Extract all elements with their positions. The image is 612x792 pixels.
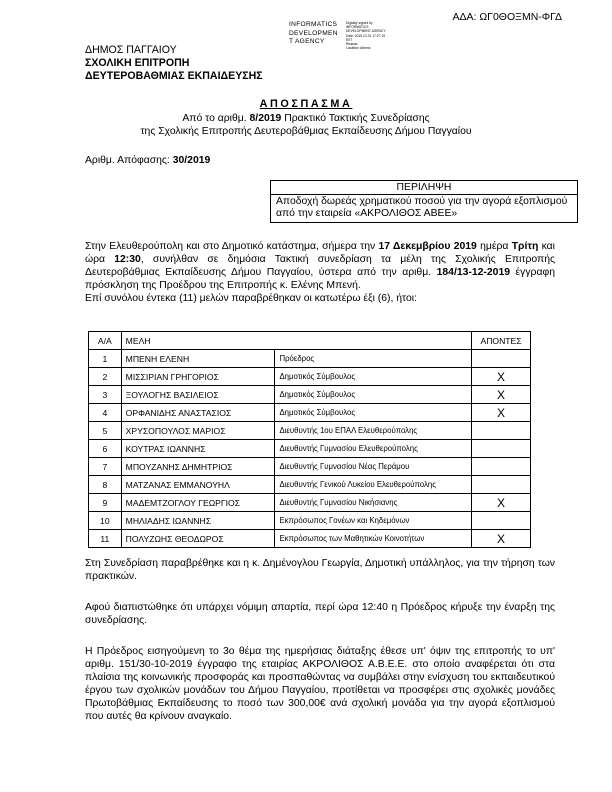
committee-name: ΣΧΟΛΙΚΗ ΕΠΙΤΡΟΠΗ: [85, 57, 190, 69]
signature-details: [346, 21, 386, 50]
member-role: Εκπρόσωπος των Μαθητικών Κοινοτήτων: [275, 530, 472, 548]
stamp-line: T AGENCY: [289, 38, 325, 46]
table-row: [89, 422, 531, 440]
minutes-number: 8/2019: [249, 113, 282, 124]
secretary-paragraph: Στη Συνεδρίαση παραβρέθηκε και η κ. Δημένογλου Γεωργία, Δημοτική υπάλληλος, για την τήρηση των πρακτικών.: [85, 558, 555, 582]
header-members: ΜΕΛΗ: [121, 332, 471, 350]
stamp-detail-line: DEVELOPMENT AGENCY: [346, 29, 386, 34]
absent-mark: Χ: [472, 386, 531, 404]
table-header-row: [89, 332, 531, 350]
signature-stamp: [289, 21, 338, 47]
document-title: ΑΠΟΣΠΑΣΜΑ: [259, 98, 353, 110]
subtitle-line2: της Σχολικής Επιτροπής Δευτεροβάθμιας Εκπαίδευσης Δήμου Παγγαίου: [140, 126, 472, 137]
member-role: Δημοτικός Σύμβουλος: [275, 386, 472, 404]
invitation-ref: 184/13-12-2019: [436, 267, 510, 278]
table-row: [89, 494, 531, 512]
intro-text: ημέρα: [476, 241, 512, 252]
intro-text: και ώρα: [85, 241, 555, 265]
member-name: ΜΙΣΣΙΡΙΑΝ ΓΡΗΓΟΡΙΟΣ: [121, 368, 275, 386]
row-number: 4: [89, 404, 122, 422]
table-row: [89, 386, 531, 404]
decision-label: Αριθμ. Απόφασης:: [85, 155, 173, 166]
member-role: Πρόεδρος: [275, 350, 472, 368]
table-row: [89, 440, 531, 458]
stamp-detail-line: Reason:: [346, 42, 359, 47]
absent-mark: [472, 458, 531, 476]
member-name: ΜΑΤΖΑΝΑΣ ΕΜΜΑΝΟΥΗΛ: [121, 476, 275, 494]
stamp-line: DEVELOPMEN: [289, 29, 338, 37]
absent-mark: [472, 422, 531, 440]
member-name: ΜΑΔΕΜΤΖΟΓΛΟΥ ΓΕΩΡΓΙΟΣ: [121, 494, 275, 512]
row-number: 10: [89, 512, 122, 530]
row-number: 8: [89, 476, 122, 494]
table-row: [89, 458, 531, 476]
row-number: 6: [89, 440, 122, 458]
stamp-detail-line: Digitally signed by: [346, 21, 373, 25]
absent-mark: Χ: [472, 404, 531, 422]
stamp-detail-line: INFORMATICS: [346, 25, 369, 30]
decision-value: 30/2019: [172, 155, 211, 166]
header-aa: Α/Α: [89, 332, 122, 350]
meeting-date: 17 Δεκεμβρίου 2019: [378, 241, 477, 252]
intro-paragraph: [85, 240, 555, 305]
row-number: 3: [89, 386, 122, 404]
table-row: [89, 530, 531, 548]
row-number: 2: [89, 368, 122, 386]
member-role: Διευθυντής Γυμνασίου Νέας Περάμου: [275, 458, 472, 476]
table-row: [89, 512, 531, 530]
member-name: ΜΠΟΥΖΑΝΗΣ ΔΗΜΗΤΡΙΟΣ: [121, 458, 275, 476]
absent-mark: [472, 440, 531, 458]
member-name: ΧΡΥΣΟΠΟΥΛΟΣ ΜΑΡΙΟΣ: [121, 422, 275, 440]
document-subtitle: [0, 112, 612, 138]
intro-text: , συνήλθαν σε δημόσια Τακτική συνεδρίαση τα μέλη της Σχολικής Επιτροπής Δευτεροβάθμιας Εκπαίδευσης Δήμου Παγγαίου, ύστερα από την αριθμ.: [85, 254, 555, 278]
absent-mark: [472, 512, 531, 530]
absent-mark: [472, 350, 531, 368]
education-level: ΔΕΥΤΕΡΟΒΑΘΜΙΑΣ ΕΚΠΑΙΔΕΥΣΗΣ: [85, 70, 263, 82]
member-name: ΞΟΥΛΟΓΗΣ ΒΑΣΙΛΕΙΟΣ: [121, 386, 275, 404]
stamp-line: INFORMATICS: [289, 21, 338, 28]
table-row: [89, 404, 531, 422]
member-name: ΟΡΦΑΝΙΔΗΣ ΑΝΑΣΤΑΣΙΟΣ: [121, 404, 275, 422]
row-number: 5: [89, 422, 122, 440]
header-absent: ΑΠΟΝΤΕΣ: [472, 332, 531, 350]
subtitle-prefix: Από το αριθμ.: [182, 113, 250, 124]
member-name: ΠΟΛΥΖΩΗΣ ΘΕΟΔΩΡΟΣ: [121, 530, 275, 548]
topic-paragraph: Η Πρόεδρος εισηγούμενη το 3ο θέμα της ημερήσιας διάταξης έθεσε υπ' όψιν της επιτροπής το υπ' αριθμ. 151/30-10-2019 έγγραφο της εταιρίας ΑΚΡΟΛΙΘΟΣ Α.Β.Ε.Ε. στο οποίο αναφέρεται ότι στα πλαίσια της κοινωνικής προσφοράς και προσπαθώντας να συμβάλει στην ενίσχυση του εκπαιδευτικού έργου των σχολικών μονάδων του Δήμου Παγγαίου, προτίθεται να προσφέρει στις σχολικές μονάδες Πρωτοβάθμιας Εκπαίδευσης το ποσό των 300,00€ ανά σχολική μονάδα για την αγορά εξοπλισμού που αυτές θα κρίνουν αναγκαίο.: [85, 646, 555, 722]
member-role: Διευθυντής Γυμνασίου Νικήσιανης: [275, 494, 472, 512]
absent-mark: Χ: [472, 530, 531, 548]
intro-text: έγγραφη πρόσκληση της Προέδρου της Επιτροπής κ. Ελένης Μπενή.: [85, 267, 555, 291]
absent-mark: Χ: [472, 368, 531, 386]
row-number: 7: [89, 458, 122, 476]
stamp-detail-line: Date: 2019.12.31 17:27:15: [346, 33, 386, 38]
members-count-line: Επί συνόλου έντεκα (11) μελών παραβρέθηκαν οι κατωτέρω έξι (6), ήτοι:: [85, 293, 417, 304]
members-table: [88, 331, 531, 548]
row-number: 11: [89, 530, 122, 548]
organization-header: [85, 44, 263, 83]
member-name: ΜΗΛΙΑΔΗΣ ΙΩΑΝΝΗΣ: [121, 512, 275, 530]
stamp-detail-line: EET: [346, 37, 353, 42]
quorum-paragraph: Αφού διαπιστώθηκε ότι υπάρχει νόμιμη απαρτία, περί ώρα 12:40 η Πρόεδρος κήρυξε την έναρξη της συνεδρίασης.: [85, 602, 555, 626]
table-row: [89, 368, 531, 386]
absent-mark: [472, 476, 531, 494]
absent-mark: Χ: [472, 494, 531, 512]
meeting-day: Τρίτη: [511, 241, 539, 252]
municipality-name: ΔΗΜΟΣ ΠΑΓΓΑΙΟΥ: [85, 44, 177, 56]
decision-number: [85, 155, 210, 166]
row-number: 1: [89, 350, 122, 368]
table-row: [89, 350, 531, 368]
member-name: ΜΠΕΝΗ ΕΛΕΝΗ: [121, 350, 275, 368]
member-role: Εκπρόσωπος Γονέων και Κηδεμόνων: [275, 512, 472, 530]
summary-body: Αποδοχή δωρεάς χρηματικού ποσού για την αγορά εξοπλισμού από την εταιρεία «ΑΚΡΟΛΙΘΟΣ ΑΒΕΕ»: [276, 196, 568, 219]
table-row: [89, 476, 531, 494]
subtitle-suffix: Πρακτικό Τακτικής Συνεδρίασης: [281, 113, 430, 124]
meeting-time: 12:30: [114, 254, 141, 265]
ada-code: ΑΔΑ: ΩΓ0ΘΟΞΜΝ-ΦΓΔ: [452, 11, 562, 23]
member-name: ΚΟΥΤΡΑΣ ΙΩΑΝΝΗΣ: [121, 440, 275, 458]
member-role: Δημοτικός Σύμβουλος: [275, 368, 472, 386]
member-role: Διευθυντής Γυμνασίου Ελευθερούπολης: [275, 440, 472, 458]
summary-box: [270, 180, 578, 223]
member-role: Διευθυντής Γενικού Λυκείου Ελευθερούπολης: [275, 476, 472, 494]
stamp-detail-line: Location: Athens: [346, 46, 371, 51]
summary-heading: ΠΕΡΙΛΗΨΗ: [271, 181, 577, 195]
row-number: 9: [89, 494, 122, 512]
intro-text: Στην Ελευθερούπολη και στο Δημοτικό κατάστημα, σήμερα την: [85, 241, 379, 252]
member-role: Δημοτικός Σύμβουλος: [275, 404, 472, 422]
member-role: Διευθυντής 1ου ΕΠΑΛ Ελευθερούπολης: [275, 422, 472, 440]
